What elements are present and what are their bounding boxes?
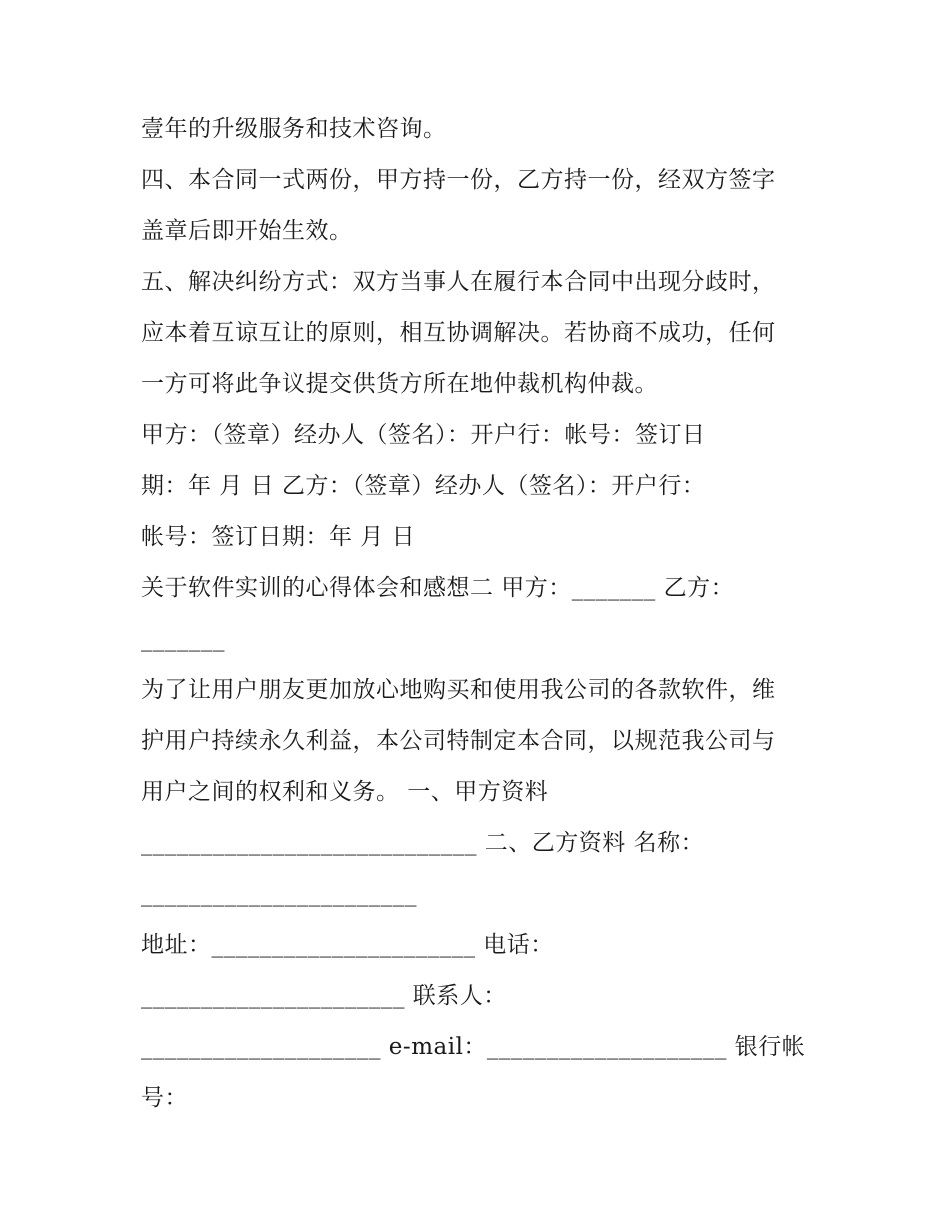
text-line: 用户之间的权利和义务。 一、甲方资料 xyxy=(141,779,549,805)
text-line: ____________________________ 二、乙方资料 名称： xyxy=(141,830,705,856)
text-line: 帐号：签订日期：年 月 日 xyxy=(141,524,416,550)
text-line: _______________________ xyxy=(141,881,417,907)
text-line: ____________________ e-mail：____________________ 银行帐 xyxy=(141,1034,806,1060)
text-line: 为了让用户朋友更加放心地购买和使用我公司的各款软件，维 xyxy=(141,677,776,703)
text-line: 一方可将此争议提交供货方所在地仲裁机构仲裁。 xyxy=(141,371,658,397)
text-line: ______________________ 联系人： xyxy=(141,983,507,1009)
text-line: 甲方：（签章）经办人（签名）：开户行：帐号：签订日 xyxy=(141,422,706,448)
text-line: 五、解决纠纷方式：双方当事人在履行本合同中出现分歧时， xyxy=(141,269,776,295)
text-line: 护用户持续永久利益，本公司特制定本合同，以规范我公司与 xyxy=(141,728,776,754)
text-line: 关于软件实训的心得体会和感想二 甲方：_______ 乙方： xyxy=(141,575,735,601)
text-line: 期：年 月 日 乙方：（签章）经办人（签名）：开户行： xyxy=(141,473,706,499)
text-line: 壹年的升级服务和技术咨询。 xyxy=(141,116,447,142)
text-line: 号： xyxy=(141,1085,188,1111)
document-page xyxy=(141,104,821,1124)
text-line: 盖章后即开始生效。 xyxy=(141,218,353,244)
text-line: 四、本合同一式两份，甲方持一份，乙方持一份，经双方签字 xyxy=(141,167,776,193)
text-line: 地址：______________________ 电话： xyxy=(141,932,554,958)
text-line: _______ xyxy=(141,626,225,652)
text-line: 应本着互谅互让的原则，相互协调解决。若协商不成功，任何 xyxy=(141,320,776,346)
